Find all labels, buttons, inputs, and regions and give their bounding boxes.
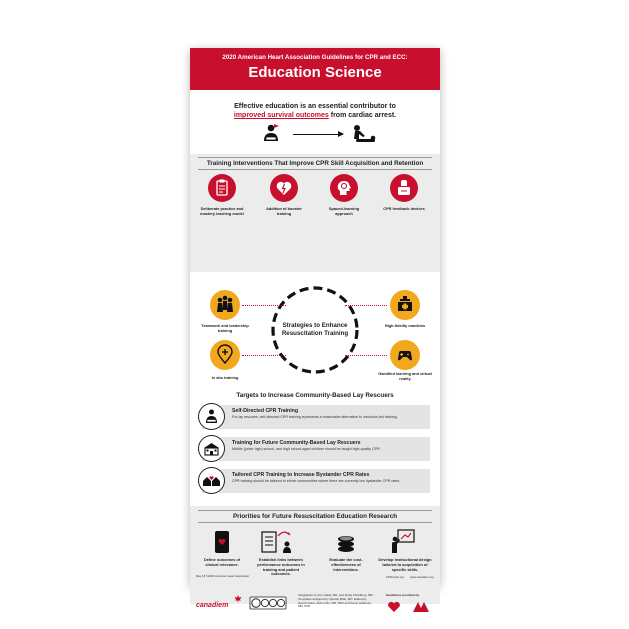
school-icon [199, 436, 224, 461]
header-title: Education Science [248, 64, 382, 81]
tablet-heart-icon [212, 530, 232, 554]
strategy-item-3 [390, 290, 420, 320]
header-banner [190, 48, 440, 90]
student-learning-icon [260, 122, 282, 144]
heart-torch-logo-icon [386, 601, 402, 613]
infographic-poster [190, 48, 440, 609]
gamepad-icon [390, 340, 420, 370]
strategy-item-4-label: Gamified learning and virtual reality [378, 371, 432, 381]
footer-copyright: May 18 ©2020 American Heart Association [196, 574, 250, 578]
intro-statement [200, 102, 430, 120]
intro-line2-rest: from cardiac arrest. [328, 112, 397, 119]
maple-leaf-icon [234, 595, 242, 603]
heart-lightning-icon [270, 174, 298, 202]
intro-highlight: improved survival outcomes [233, 112, 329, 119]
team-icon [210, 290, 240, 320]
target-row-1-title: Self-Directed CPR Training [232, 408, 299, 414]
presenter-icon [390, 528, 416, 554]
footer-right-url[interactable]: www.canadiem.org [410, 575, 434, 579]
target-row-2-title: Training for Future Community-Based Lay Rescuers [232, 440, 361, 446]
priority-item-1-label: Define outcomes of clinical relevance. [203, 557, 241, 567]
target-row-1 [202, 405, 430, 429]
target-row-2-desc: Middle (junior high) school- and high school-aged children should be taught high-quality CPR. [232, 447, 381, 451]
outcome-arrow [293, 134, 343, 135]
strategy-item-2 [210, 340, 240, 370]
priorities-title: Priorities for Future Resuscitation Education Research [232, 513, 398, 520]
targets-title: Targets to Increase Community-Based Lay Rescuers [236, 392, 394, 399]
target-row-2-badge [198, 435, 225, 462]
training-item-4 [390, 174, 418, 202]
medical-cross-icon [390, 290, 420, 320]
training-item-2-label: Addition of booster training [266, 206, 302, 216]
priority-item-3-label: Evaluate the cost-effectiveness of interventions. [329, 557, 363, 572]
priority-item-2-label: Establish links between performance outcomes in training and patient outcomes. [257, 557, 305, 577]
target-row-3 [202, 469, 430, 493]
target-row-2 [202, 437, 430, 461]
coins-icon [335, 530, 357, 554]
footer-guidelines: Guidelines provided by [386, 593, 420, 597]
priorities-top-rule [198, 510, 432, 511]
footer-left-url[interactable]: CPR.heart.org [386, 575, 404, 579]
checklist-icon [260, 528, 294, 554]
training-bottom-rule [198, 169, 432, 170]
footer-credits: Infographic by Kim Hollis, MD, and Emily Kitzelberg, MD. Templates designed by Sparsh Bhat, MD. Edited by Dyesh Grant, Alvin Chin, MD, MSc and Kevin Jefferson, MD, PhD. [298, 593, 374, 609]
strategy-connector-4 [345, 355, 387, 356]
training-item-3 [330, 174, 358, 202]
target-row-3-title: Tailored CPR Training to Increase Bystander CPR Rates [232, 472, 370, 478]
intro-line2 [200, 111, 430, 120]
cpr-rescuer-icon [348, 124, 376, 144]
creative-commons-icon [250, 597, 286, 609]
target-row-3-badge [198, 467, 225, 494]
training-item-1-label: Deliberate practice and mastery learning model [200, 206, 244, 216]
footer-brand: canadiem [196, 602, 229, 609]
header-subtitle: 2020 American Heart Association Guidelines for CPR and ECC: [222, 54, 408, 61]
priorities-section [190, 506, 440, 604]
strategy-item-4 [390, 340, 420, 370]
training-item-1 [208, 174, 236, 202]
strategy-item-2-label: In situ training [211, 375, 239, 380]
self-study-icon [199, 404, 224, 429]
strategy-connector-3 [345, 305, 387, 306]
community-icon [199, 468, 224, 493]
location-pin-icon [210, 340, 240, 370]
clipboard-icon [208, 174, 236, 202]
target-row-1-badge [198, 403, 225, 430]
target-row-3-desc: CPR training should be tailored to ethnic communities where there are currently low bystander CPR rates. [232, 479, 401, 483]
target-row-1-desc: For lay rescuers, self-directed CPR training represents a reasonable alternative to instructor-led training. [232, 415, 398, 419]
priorities-bottom-rule [198, 522, 432, 523]
priority-item-4-label: Develop instructional design tailored to acquisition of specific skills. [378, 557, 432, 572]
training-item-3-label: Spaced-learning approach [328, 206, 360, 216]
strategy-item-3-label: High-fidelity manikins [384, 323, 426, 328]
strategy-connector-1 [242, 305, 286, 306]
training-item-2 [270, 174, 298, 202]
intro-line1: Effective education is an essential contributor to [234, 103, 396, 110]
training-top-rule [198, 157, 432, 158]
strategy-item-1 [210, 290, 240, 320]
head-gear-icon [330, 174, 358, 202]
training-title: Training Interventions That Improve CPR Skill Acquisition and Retention [206, 160, 424, 167]
feedback-device-icon [390, 174, 418, 202]
strategy-connector-2 [242, 355, 286, 356]
strategies-center-text: Strategies to Enhance Resuscitation Training [281, 322, 349, 337]
canadiem-logo-icon [412, 601, 430, 613]
strategy-item-1-label: Teamwork and leadership training [201, 323, 249, 333]
training-item-4-label: CPR feedback devices [383, 206, 425, 211]
